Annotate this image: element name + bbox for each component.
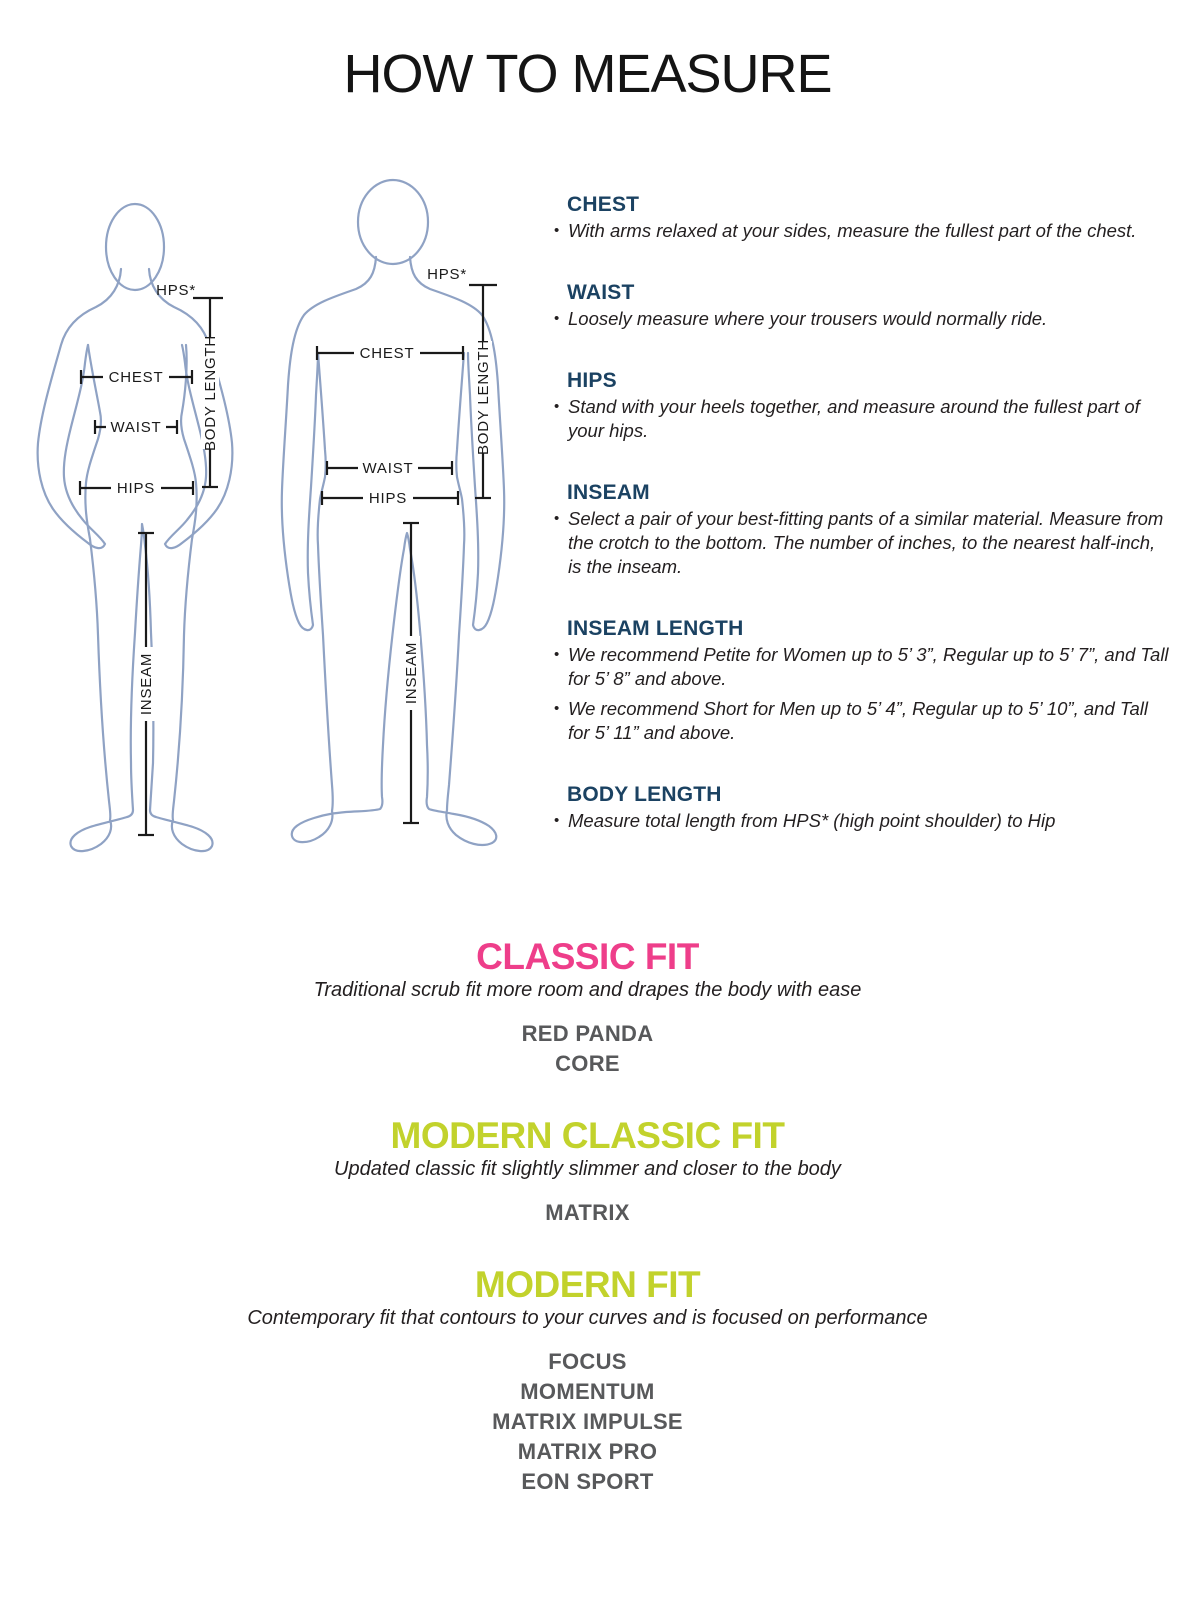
men-bodylength-label: BODY LENGTH [475, 338, 492, 456]
men-hips-label: HIPS [368, 490, 408, 507]
section-chest [553, 193, 1169, 243]
men-hps-label: HPS* [427, 266, 467, 283]
section-inseam-bullet [553, 507, 1169, 579]
brand-name: MATRIX PRO [517, 1439, 658, 1464]
men-chest-label: CHEST [359, 345, 415, 362]
section-inseam-length [553, 617, 1169, 745]
section-inseam-heading: INSEAM [567, 481, 650, 504]
brand-name: EON SPORT [521, 1469, 654, 1494]
fit-modern-classic-heading: MODERN CLASSIC FIT [390, 1115, 785, 1156]
section-waist [553, 281, 1169, 331]
measure-instructions [553, 193, 1169, 871]
section-hips-bullet [553, 395, 1169, 443]
section-body-length [553, 783, 1169, 833]
fit-modern-heading: MODERN FIT [474, 1264, 701, 1305]
men-head-outline [358, 180, 428, 264]
section-inseam-length-bullet-2 [553, 697, 1169, 745]
section-waist-bullet [553, 307, 1169, 331]
section-hips [553, 369, 1169, 443]
men-left-arm-outline [282, 257, 376, 630]
measurement-diagram [30, 165, 530, 880]
section-hips-heading: HIPS [567, 369, 617, 392]
bullet-text: • Select a pair of your best-fitting pants of a similar material. Measure from the crotch to the bottom. The number of inches, to the nearest half-inch, is the inseam. [568, 508, 1164, 577]
men-figure [282, 180, 504, 845]
brand-name: MOMENTUM [520, 1379, 655, 1404]
men-body-outline [292, 353, 497, 845]
page-title: HOW TO MEASURE [343, 44, 832, 104]
brand-name: RED PANDA [521, 1021, 654, 1046]
fit-classic [0, 936, 1175, 1079]
fit-classic-brands [0, 1019, 1175, 1079]
women-hps-label: HPS* [156, 282, 196, 299]
bullet-text: • Loosely measure where your trousers would normally ride. [568, 308, 1048, 329]
fit-modern-classic-brands [0, 1198, 1175, 1228]
women-waist-label: WAIST [110, 419, 162, 436]
section-inseam-length-heading: INSEAM LENGTH [567, 617, 744, 640]
fit-guide [0, 936, 1175, 1533]
fit-modern-brands [0, 1347, 1175, 1497]
women-chest-label: CHEST [108, 369, 164, 386]
men-inseam-label: INSEAM [403, 641, 420, 705]
fit-modern-classic [0, 1115, 1175, 1228]
brand-name: FOCUS [548, 1349, 627, 1374]
section-chest-bullet [553, 219, 1169, 243]
section-body-length-bullet [553, 809, 1169, 833]
brand-name: MATRIX [545, 1200, 630, 1225]
women-right-arm-outline [149, 269, 232, 548]
women-left-arm-outline [38, 269, 121, 548]
section-body-length-heading: BODY LENGTH [567, 783, 722, 806]
section-inseam [553, 481, 1169, 579]
bullet-text: • We recommend Petite for Women up to 5’ 3”, Regular up to 5’ 7”, and Tall for 5’ 8” and above. [568, 644, 1169, 689]
fit-modern-classic-description: Updated classic fit slightly slimmer and closer to the body [334, 1158, 841, 1180]
brand-name: MATRIX IMPULSE [492, 1409, 683, 1434]
bullet-text: • Stand with your heels together, and measure around the fullest part of your hips. [568, 396, 1140, 441]
fit-modern-description: Contemporary fit that contours to your curves and is focused on performance [247, 1307, 928, 1329]
bullet-text: • Measure total length from HPS* (high point shoulder) to Hip [568, 810, 1056, 831]
men-waist-label: WAIST [362, 460, 414, 477]
section-inseam-length-bullet-1 [553, 643, 1169, 691]
women-inseam-label: INSEAM [138, 652, 155, 716]
bullet-text: • With arms relaxed at your sides, measure the fullest part of the chest. [568, 220, 1137, 241]
brand-name: CORE [555, 1051, 620, 1076]
women-head-outline [106, 204, 164, 290]
fit-modern [0, 1264, 1175, 1497]
women-figure [38, 204, 233, 851]
section-waist-heading: WAIST [567, 281, 635, 304]
bullet-text: • We recommend Short for Men up to 5’ 4”, Regular up to 5’ 10”, and Tall for 5’ 11” and above. [568, 698, 1148, 743]
section-chest-heading: CHEST [567, 193, 640, 216]
fit-classic-description: Traditional scrub fit more room and drapes the body with ease [313, 979, 862, 1001]
fit-classic-heading: CLASSIC FIT [476, 936, 699, 977]
women-hips-label: HIPS [116, 480, 156, 497]
women-bodylength-label: BODY LENGTH [202, 334, 219, 452]
